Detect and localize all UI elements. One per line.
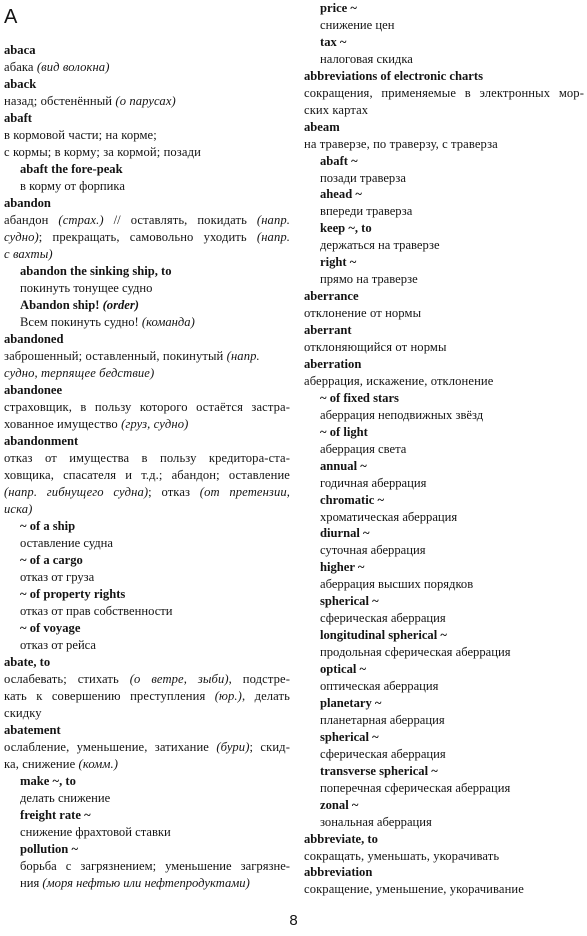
- translation-line: [304, 305, 584, 322]
- gloss-text: суточная аберрация: [320, 543, 426, 558]
- subentry-translation: [304, 610, 584, 627]
- headword: [304, 119, 584, 136]
- gloss-note: с вахты): [4, 246, 53, 261]
- translation-line: [304, 881, 584, 898]
- section-letter: A: [4, 6, 18, 28]
- headword: [4, 722, 290, 739]
- term-text: aberrant: [304, 323, 352, 338]
- gloss-note: (бури): [216, 739, 250, 754]
- translation-line: [304, 136, 584, 153]
- gloss-text: кать к совершению преступления: [4, 688, 215, 703]
- term-text: abandonee: [4, 382, 63, 397]
- gloss-text: заброшенный; оставленный, покинутый: [4, 348, 227, 363]
- gloss-text: в корму от форпика: [20, 178, 125, 193]
- term-text: annual ~: [320, 458, 367, 473]
- term-text: chromatic ~: [320, 492, 385, 507]
- subentry-term: [4, 586, 290, 603]
- gloss-text: позади траверза: [320, 170, 406, 185]
- subentry-translation: [304, 780, 584, 797]
- term-text: price ~: [320, 1, 357, 15]
- term-text: optical ~: [320, 662, 367, 677]
- gloss-text: снижение цен: [320, 17, 395, 32]
- term-text: aback: [4, 76, 37, 91]
- term-text: abandoned: [4, 331, 64, 346]
- subentry-term: [304, 254, 584, 271]
- gloss-text: , делать: [241, 688, 290, 703]
- usage-note: (order): [102, 297, 139, 312]
- term-text: spherical ~: [320, 729, 379, 744]
- gloss-text: аберрация, искажение, отклонение: [304, 373, 494, 388]
- gloss-text: отказ от груза: [20, 569, 95, 584]
- gloss-text: отклоняющийся от нормы: [304, 340, 447, 354]
- subentry-term: [4, 620, 290, 637]
- gloss-note: (напр.: [256, 229, 290, 244]
- gloss-text: сокращение, уменьшение, укорачивание: [304, 882, 524, 897]
- gloss-note: (напр.: [256, 212, 290, 227]
- gloss-text: на траверзе, по траверзу, с траверза: [304, 136, 498, 151]
- subentry-translation: [4, 790, 290, 807]
- gloss-text: ; прекращать, самовольно уходить: [38, 229, 257, 244]
- gloss-text: сферическая аберрация: [320, 746, 446, 761]
- subentry-term: [4, 518, 290, 535]
- subentry-term: [304, 458, 584, 475]
- term-text: Abandon ship!: [20, 297, 103, 312]
- term-text: ~ of property rights: [20, 586, 126, 601]
- gloss-text: абандон: [4, 212, 59, 227]
- term-text: right ~: [320, 255, 357, 270]
- headword: [4, 331, 290, 348]
- gloss-text: налоговая скидка: [320, 51, 413, 66]
- gloss-text: отказ от прав собственности: [20, 603, 173, 618]
- gloss-text: хованное имущество: [4, 416, 122, 431]
- gloss-text: оставление судна: [20, 535, 113, 550]
- term-text: abbreviations of electronic charts: [304, 68, 483, 83]
- subentry-translation: [304, 407, 584, 424]
- term-text: transverse spherical ~: [320, 763, 438, 778]
- subentry-translation: [304, 271, 584, 288]
- headword: [304, 68, 584, 85]
- subentry-term: [304, 695, 584, 712]
- term-text: spherical ~: [320, 594, 379, 609]
- term-text: freight rate ~: [20, 807, 91, 822]
- headword: [4, 654, 290, 671]
- subentry-translation: [304, 542, 584, 559]
- subentry-term: [304, 0, 584, 17]
- subentry-translation: [304, 17, 584, 34]
- term-text: planetary ~: [320, 695, 382, 710]
- gloss-text: аберрация света: [320, 441, 407, 456]
- headword: [304, 831, 584, 848]
- term-text: abaca: [4, 42, 36, 57]
- subentry-translation: [304, 170, 584, 187]
- subentry-translation: [4, 858, 290, 875]
- translation-line: [4, 246, 290, 263]
- gloss-text: ; скид-: [249, 739, 290, 754]
- subentry-term: [4, 841, 290, 858]
- term-text: abaft the fore-peak: [20, 161, 123, 176]
- subentry-term: [304, 797, 584, 814]
- term-text: ~ of voyage: [20, 620, 81, 635]
- subentry-translation: [304, 678, 584, 695]
- term-text: abatement: [4, 722, 61, 737]
- subentry-term: [304, 186, 584, 203]
- translation-line: [4, 365, 290, 382]
- gloss-note: (юр.): [214, 688, 242, 703]
- translation-line: [304, 848, 584, 865]
- subentry-term: [304, 525, 584, 542]
- translation-line: [4, 467, 290, 484]
- subentry-term: [304, 220, 584, 237]
- gloss-text: ния: [20, 875, 43, 890]
- subentry-translation: [4, 875, 290, 892]
- subentry-term: [304, 34, 584, 51]
- gloss-text: продольная сферическая аберрация: [320, 645, 511, 660]
- headword: [4, 433, 290, 450]
- subentry-term: [4, 297, 290, 314]
- gloss-text: скидку: [4, 705, 42, 720]
- term-text: ~ of light: [320, 424, 368, 439]
- gloss-note: (от претензии,: [199, 484, 290, 499]
- subentry-translation: [304, 441, 584, 458]
- subentry-translation: [304, 509, 584, 526]
- subentry-translation: [304, 51, 584, 68]
- term-text: abbreviate, to: [304, 831, 378, 846]
- headword: [4, 76, 290, 93]
- gloss-note: (о парусах): [115, 93, 176, 108]
- translation-line: [4, 756, 290, 773]
- gloss-note: (груз, судно): [121, 416, 189, 431]
- gloss-text: аберрация неподвижных звёзд: [320, 407, 484, 422]
- gloss-text: впереди траверза: [320, 204, 413, 219]
- translation-line: [4, 212, 290, 229]
- gloss-note: (моря нефтью или нефтепродуктами): [42, 875, 250, 890]
- translation-line: [4, 705, 290, 722]
- subentry-translation: [304, 203, 584, 220]
- gloss-note: (вид волокна): [36, 59, 110, 74]
- term-text: tax ~: [320, 34, 347, 49]
- gloss-note: иска): [4, 501, 33, 516]
- gloss-note: (комм.): [78, 756, 119, 771]
- subentry-translation: [304, 644, 584, 661]
- term-text: zonal ~: [320, 797, 359, 812]
- subentry-translation: [304, 712, 584, 729]
- term-text: aberration: [304, 356, 362, 371]
- translation-line: [304, 85, 584, 102]
- gloss-text: сферическая аберрация: [320, 611, 446, 626]
- gloss-note: (команда): [141, 314, 195, 329]
- term-text: abandon the sinking ship, to: [20, 263, 172, 278]
- gloss-text: зональная аберрация: [320, 814, 432, 829]
- term-text: aberrance: [304, 289, 359, 304]
- gloss-note: (напр. гибнущего судна): [4, 484, 149, 499]
- gloss-text: с кормы; в корму; за кормой; позади: [4, 144, 201, 159]
- gloss-text: держаться на траверзе: [320, 238, 440, 253]
- translation-line: [4, 484, 290, 501]
- subentry-term: [4, 161, 290, 178]
- headword: [4, 195, 290, 212]
- term-text: longitudinal spherical ~: [320, 628, 447, 643]
- headword: [4, 42, 290, 59]
- page-number: 8: [289, 912, 298, 929]
- gloss-text: прямо на траверзе: [320, 272, 418, 287]
- subentry-translation: [4, 637, 290, 654]
- subentry-term: [304, 763, 584, 780]
- gloss-text: , подстре-: [228, 671, 290, 686]
- term-text: ~ of a cargo: [20, 552, 83, 567]
- subentry-term: [304, 424, 584, 441]
- translation-line: [4, 416, 290, 433]
- term-text: make ~, to: [20, 773, 76, 788]
- gloss-text: в кормовой части; на корме;: [4, 127, 157, 142]
- term-text: ~ of fixed stars: [320, 390, 399, 405]
- gloss-note: (напр.: [226, 348, 260, 363]
- subentry-translation: [4, 535, 290, 552]
- headword: [304, 288, 584, 305]
- headword: [304, 322, 584, 339]
- term-text: abbreviation: [304, 865, 373, 880]
- subentry-term: [4, 552, 290, 569]
- headword: [304, 356, 584, 373]
- subentry-term: [304, 661, 584, 678]
- term-text: keep ~, to: [320, 221, 372, 236]
- translation-line: [304, 339, 584, 356]
- gloss-note: судно, терпящее бедствие): [4, 365, 155, 380]
- subentry-translation: [4, 178, 290, 195]
- term-text: pollution ~: [20, 841, 78, 856]
- subentry-translation: [304, 576, 584, 593]
- headword: [4, 110, 290, 127]
- gloss-text: аберрация высших порядков: [320, 577, 474, 592]
- gloss-text: назад; обстенённый: [4, 93, 116, 108]
- gloss-text: ка, снижение: [4, 756, 79, 771]
- gloss-text: делать снижение: [20, 790, 111, 805]
- subentry-term: [4, 807, 290, 824]
- translation-line: [4, 688, 290, 705]
- subentry-translation: [4, 569, 290, 586]
- term-text: abandon: [4, 195, 51, 210]
- subentry-translation: [304, 237, 584, 254]
- gloss-text: сокращать, уменьшать, укорачивать: [304, 848, 500, 863]
- headword: [304, 864, 584, 881]
- term-text: abandonment: [4, 433, 79, 448]
- term-text: abeam: [304, 119, 340, 134]
- translation-line: [304, 102, 584, 119]
- gloss-text: ослабление, уменьшение, затихание: [4, 739, 217, 754]
- subentry-term: [304, 729, 584, 746]
- term-text: diurnal ~: [320, 526, 370, 541]
- translation-line: [4, 399, 290, 416]
- gloss-text: Всем покинуть судно!: [20, 314, 142, 329]
- subentry-translation: [304, 814, 584, 831]
- gloss-text: поперечная сферическая аберрация: [320, 780, 511, 795]
- subentry-translation: [304, 475, 584, 492]
- subentry-translation: [4, 314, 290, 331]
- gloss-note: судно): [4, 229, 39, 244]
- gloss-text: ; отказ: [148, 484, 200, 499]
- gloss-text: хроматическая аберрация: [320, 509, 458, 524]
- gloss-text: годичная аберрация: [320, 475, 427, 490]
- translation-line: [4, 144, 290, 161]
- subentry-term: [304, 153, 584, 170]
- subentry-term: [304, 593, 584, 610]
- gloss-text: ховщика, спасателя и т.д.; абандон; оставление: [4, 467, 290, 482]
- translation-line: [4, 59, 290, 76]
- translation-line: [4, 127, 290, 144]
- gloss-text: страховщик, в пользу которого остаётся застра-: [4, 399, 290, 414]
- translation-line: [4, 671, 290, 688]
- term-text: abaft: [4, 110, 32, 125]
- subentry-term: [304, 627, 584, 644]
- term-text: ~ of a ship: [20, 518, 76, 533]
- translation-line: [4, 229, 290, 246]
- translation-line: [4, 93, 290, 110]
- term-text: higher ~: [320, 560, 365, 575]
- subentry-term: [4, 773, 290, 790]
- gloss-text: борьба с загрязнением; уменьшение загрязне-: [20, 858, 290, 873]
- gloss-text: сокращения, применяемые в электронных мор-: [304, 85, 584, 100]
- translation-line: [4, 348, 290, 365]
- gloss-text: оптическая аберрация: [320, 679, 439, 693]
- gloss-text: снижение фрахтовой ставки: [20, 824, 171, 839]
- translation-line: [4, 501, 290, 518]
- subentry-term: [304, 559, 584, 576]
- gloss-note: (страх.): [58, 212, 104, 227]
- term-text: abaft ~: [320, 153, 358, 168]
- gloss-text: отказ от рейса: [20, 637, 97, 652]
- translation-line: [4, 739, 290, 756]
- term-text: ahead ~: [320, 187, 362, 202]
- gloss-text: абака: [4, 59, 37, 74]
- translation-line: [4, 450, 290, 467]
- subentry-translation: [4, 824, 290, 841]
- subentry-translation: [4, 280, 290, 297]
- gloss-text: планетарная аберрация: [320, 712, 445, 727]
- subentry-translation: [4, 603, 290, 620]
- gloss-text: отклонение от нормы: [304, 306, 422, 321]
- gloss-text: покинуть тонущее судно: [20, 280, 153, 295]
- subentry-term: [4, 263, 290, 280]
- subentry-translation: [304, 746, 584, 763]
- gloss-text: отказ от имущества в пользу кредитора-ста-: [4, 450, 290, 465]
- translation-line: [304, 373, 584, 390]
- gloss-text: ослабевать; стихать: [4, 671, 130, 686]
- gloss-note: (о ветре, зыби): [129, 671, 229, 686]
- subentry-term: [304, 492, 584, 509]
- subentry-term: [304, 390, 584, 407]
- gloss-text: // оставлять, покидать: [103, 212, 257, 227]
- term-text: abate, to: [4, 654, 51, 669]
- headword: [4, 382, 290, 399]
- gloss-text: ских картах: [304, 102, 369, 117]
